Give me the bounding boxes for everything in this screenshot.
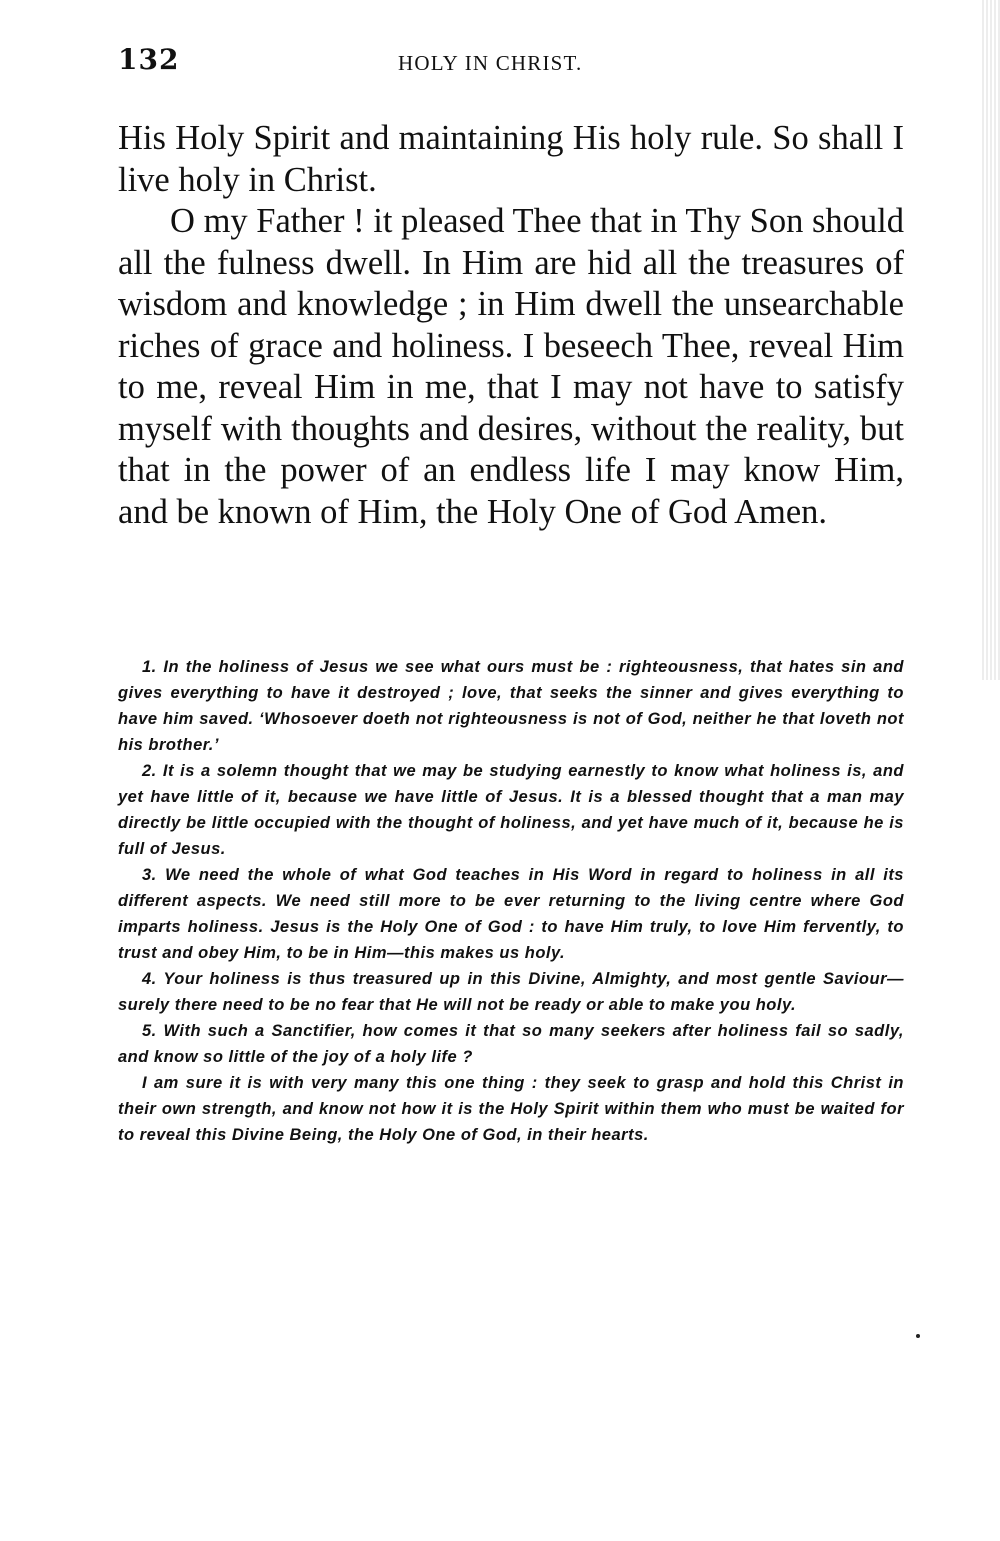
page-edge-shading [980,0,1000,680]
note-5: 5. With such a Sanctifier, how comes it that so many seekers after holiness fail so sadly, and know so little of the joy of a holy life ? [118,1022,904,1066]
note-6: I am sure it is with very many this one thing : they seek to grasp and hold this Christ in their own strength, and know not how it is the Holy Spirit within them who must be waited for to reveal this Divine Being, the Holy One of God, in their hearts. [118,1074,904,1144]
main-text [118,118,904,533]
page-number: 132 [118,43,180,76]
ink-speck [916,1334,920,1338]
chapter-title: HOLY IN CHRIST. [398,51,583,75]
note-1: 1. In the holiness of Jesus we see what ours must be : righteousness, that hates sin and gives everything to have it destroyed ; love, that seeks the sinner and gives everything to have him saved. ‘Whosoever doeth not righteousness is not of God, neither he that loveth not his brother.’ [118,658,904,754]
footnotes [118,654,904,1148]
body-paragraph-2: O my Father ! it pleased Thee that in Thy Son should all the fulness dwell. In Him are hid all the treasures of wisdom and knowledge ; in Him dwell the unsearchable riches of grace and holiness. I beseech Thee, reveal Him to me, reveal Him in me, that I may not have to satisfy myself with thoughts and desires, without the reality, but that in the power of an endless life I may know Him, and be known of Him, the Holy One of God Amen. [118,202,904,531]
note-4: 4. Your holiness is thus treasured up in this Divine, Almighty, and most gentle Saviour—surely there need to be no fear that He will not be ready or able to make you holy. [118,970,904,1014]
note-3: 3. We need the whole of what God teaches in His Word in regard to holiness in all its different aspects. We need still more to be ever returning to the living centre where God imparts holiness. Jesus is the Holy One of God : to have Him truly, to love Him fervently, to trust and obey Him, to be in Him—this makes us holy. [118,866,904,962]
body-paragraph-1: His Holy Spirit and maintaining His holy rule. So shall I live holy in Christ. [118,119,904,199]
running-header [118,40,648,80]
note-2: 2. It is a solemn thought that we may be studying earnestly to know what holiness is, and yet have little of it, because we have little of Jesus. It is a blessed thought that a man may directly be little occupied with the thought of holiness, and yet have much of it, because he is full of Jesus. [118,762,904,858]
